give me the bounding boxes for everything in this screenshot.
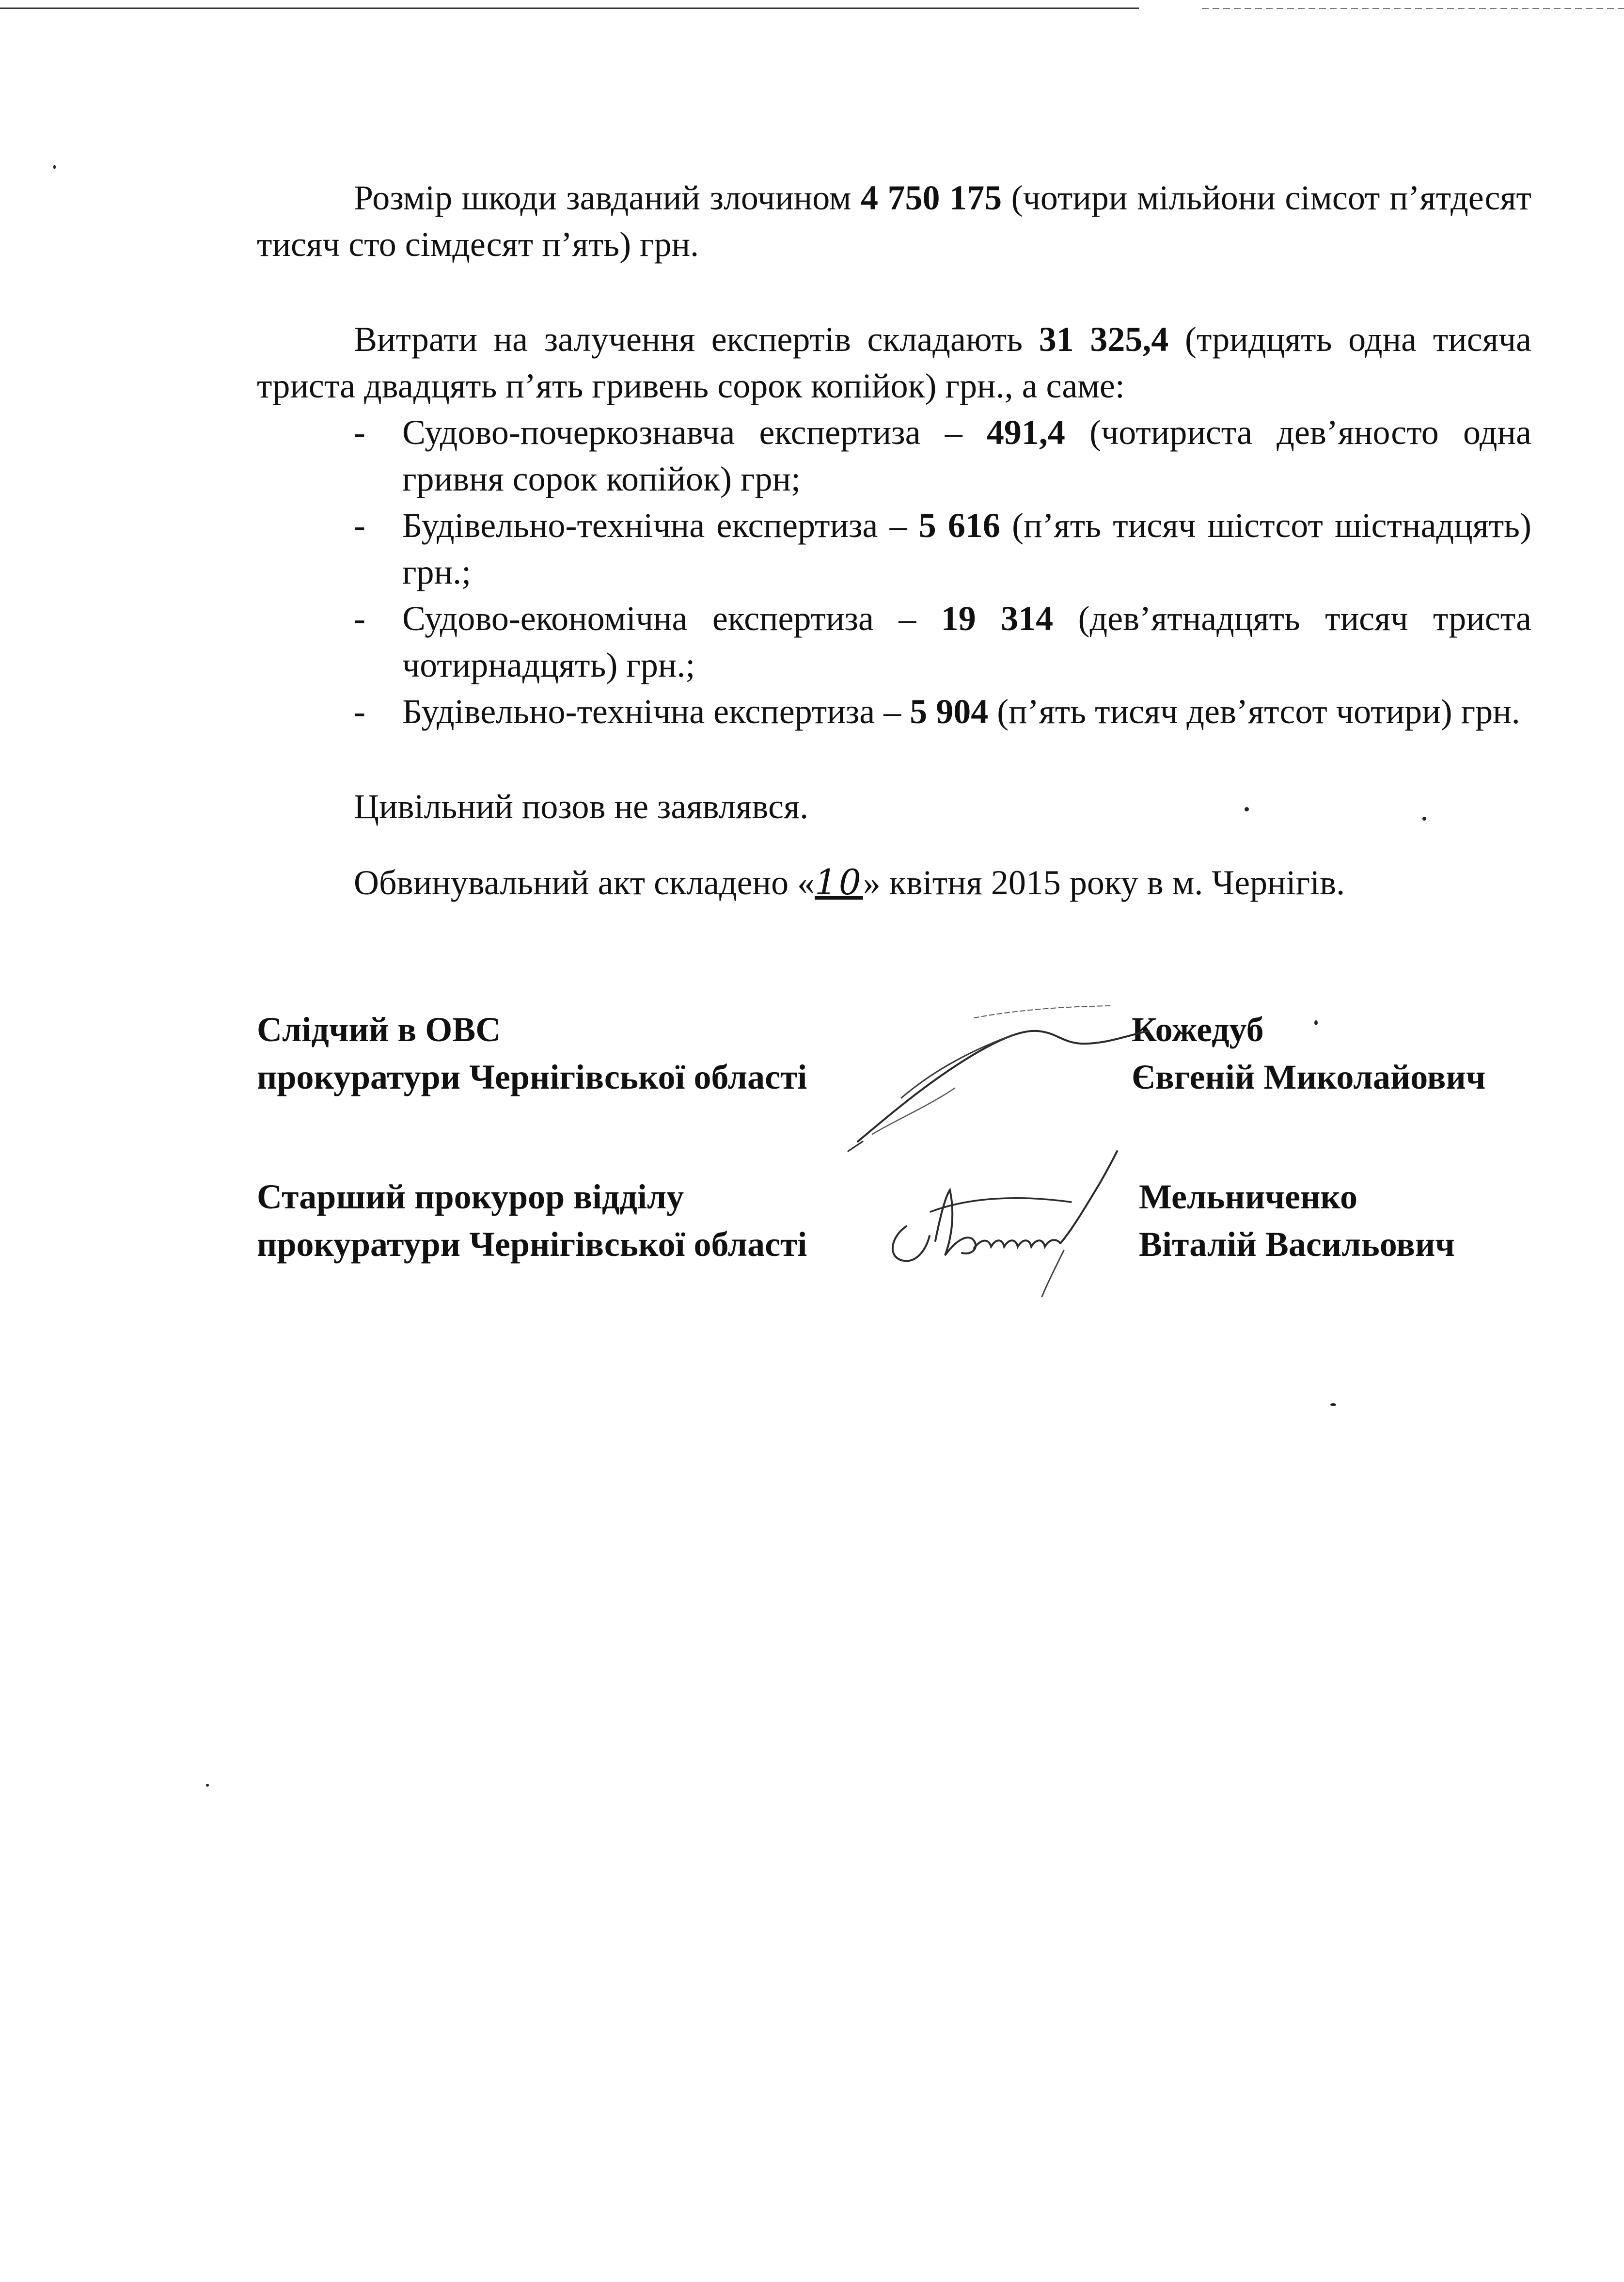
expertise-amount: 491,4 xyxy=(986,413,1065,452)
experts-text-suffix: (тридцять одна тисяча триста двадцять п’ять гривень сорок копійок) грн., а саме: xyxy=(257,320,1532,405)
experts-text-prefix: Витрати на залучення експертів складають xyxy=(354,320,1039,359)
expertise-amount: 19 314 xyxy=(941,599,1054,638)
list-dash: - xyxy=(354,692,365,731)
signatory-position xyxy=(257,1006,807,1101)
list-dash: - xyxy=(354,506,365,545)
scan-speck xyxy=(1422,817,1426,821)
list-item xyxy=(257,688,1531,735)
signatory-name xyxy=(1139,1173,1455,1268)
compiled-date-paragraph xyxy=(257,859,1531,906)
list-item xyxy=(257,502,1531,595)
compiled-text-prefix: Обвинувальний акт складено « xyxy=(354,863,815,902)
expert-costs-list xyxy=(257,409,1531,735)
signatory-name xyxy=(1132,1006,1485,1101)
damage-paragraph xyxy=(257,174,1531,268)
expertise-amount: 5 616 xyxy=(918,506,1000,545)
list-dash: - xyxy=(354,599,365,638)
expertise-amount: 5 904 xyxy=(910,692,989,731)
expertise-name: Судово-почеркознавча експертиза – xyxy=(402,413,987,452)
list-dash: - xyxy=(354,413,365,452)
position-line: прокуратури Чернігівської області xyxy=(257,1058,807,1096)
expertise-amount-words: (дев’ятнадцять тисяч триста чотирнадцять) грн.; xyxy=(402,599,1531,684)
position-line: прокуратури Чернігівської області xyxy=(257,1225,807,1264)
experts-amount: 31 325,4 xyxy=(1039,320,1169,359)
handwritten-day: 10 xyxy=(815,862,863,903)
position-line: Слідчий в ОВС xyxy=(257,1010,501,1049)
signatures-section xyxy=(257,1006,1556,1284)
signatory-given-names: Віталій Васильович xyxy=(1139,1225,1455,1264)
scan-edge-line xyxy=(0,7,1624,10)
damage-text-suffix: (чотири мільйони сімсот п’ятдесят тисяч сто сімдесят п’ять) грн. xyxy=(257,178,1531,264)
handwritten-signature-prosecutor xyxy=(872,1139,1144,1304)
handwritten-signature-investigator xyxy=(829,996,1168,1161)
signature-block-prosecutor xyxy=(257,1173,1556,1284)
scan-speck xyxy=(1314,1020,1318,1025)
scan-speck xyxy=(53,165,56,169)
expertise-name: Будівельно-технічна експертиза – xyxy=(402,692,910,731)
signatory-surname: Мельниченко xyxy=(1139,1177,1357,1216)
list-item xyxy=(257,595,1531,688)
expertise-amount-words: (чотириста дев’яносто одна гривня сорок копійок) грн; xyxy=(402,413,1531,498)
expertise-amount-words: (п’ять тисяч дев’ятсот чотири) грн. xyxy=(988,692,1520,731)
damage-text-prefix: Розмір шкоди завданий злочином xyxy=(354,178,861,217)
signatory-surname: Кожедуб xyxy=(1132,1010,1264,1049)
signatory-position xyxy=(257,1173,807,1268)
scan-speck xyxy=(1245,807,1249,811)
damage-amount: 4 750 175 xyxy=(861,178,1002,217)
civil-claim-paragraph: Цивільний позов не заявлявся. xyxy=(354,787,809,826)
experts-paragraph xyxy=(257,316,1531,409)
expertise-name: Судово-економічна експертиза – xyxy=(402,599,941,638)
signature-block-investigator xyxy=(257,1006,1556,1117)
expertise-name: Будівельно-технічна експертиза – xyxy=(402,506,919,545)
position-line: Старший прокурор відділу xyxy=(257,1177,684,1216)
expertise-amount-words: (п’ять тисяч шістсот шістнадцять) грн.; xyxy=(402,506,1531,591)
compiled-text-suffix: » квітня 2015 року в м. Чернігів. xyxy=(863,863,1345,902)
signatory-given-names: Євгеній Миколайович xyxy=(1132,1058,1486,1096)
document-body xyxy=(257,174,1531,906)
scan-speck xyxy=(1330,1403,1336,1406)
list-item xyxy=(257,409,1531,502)
scan-speck xyxy=(206,1784,209,1787)
